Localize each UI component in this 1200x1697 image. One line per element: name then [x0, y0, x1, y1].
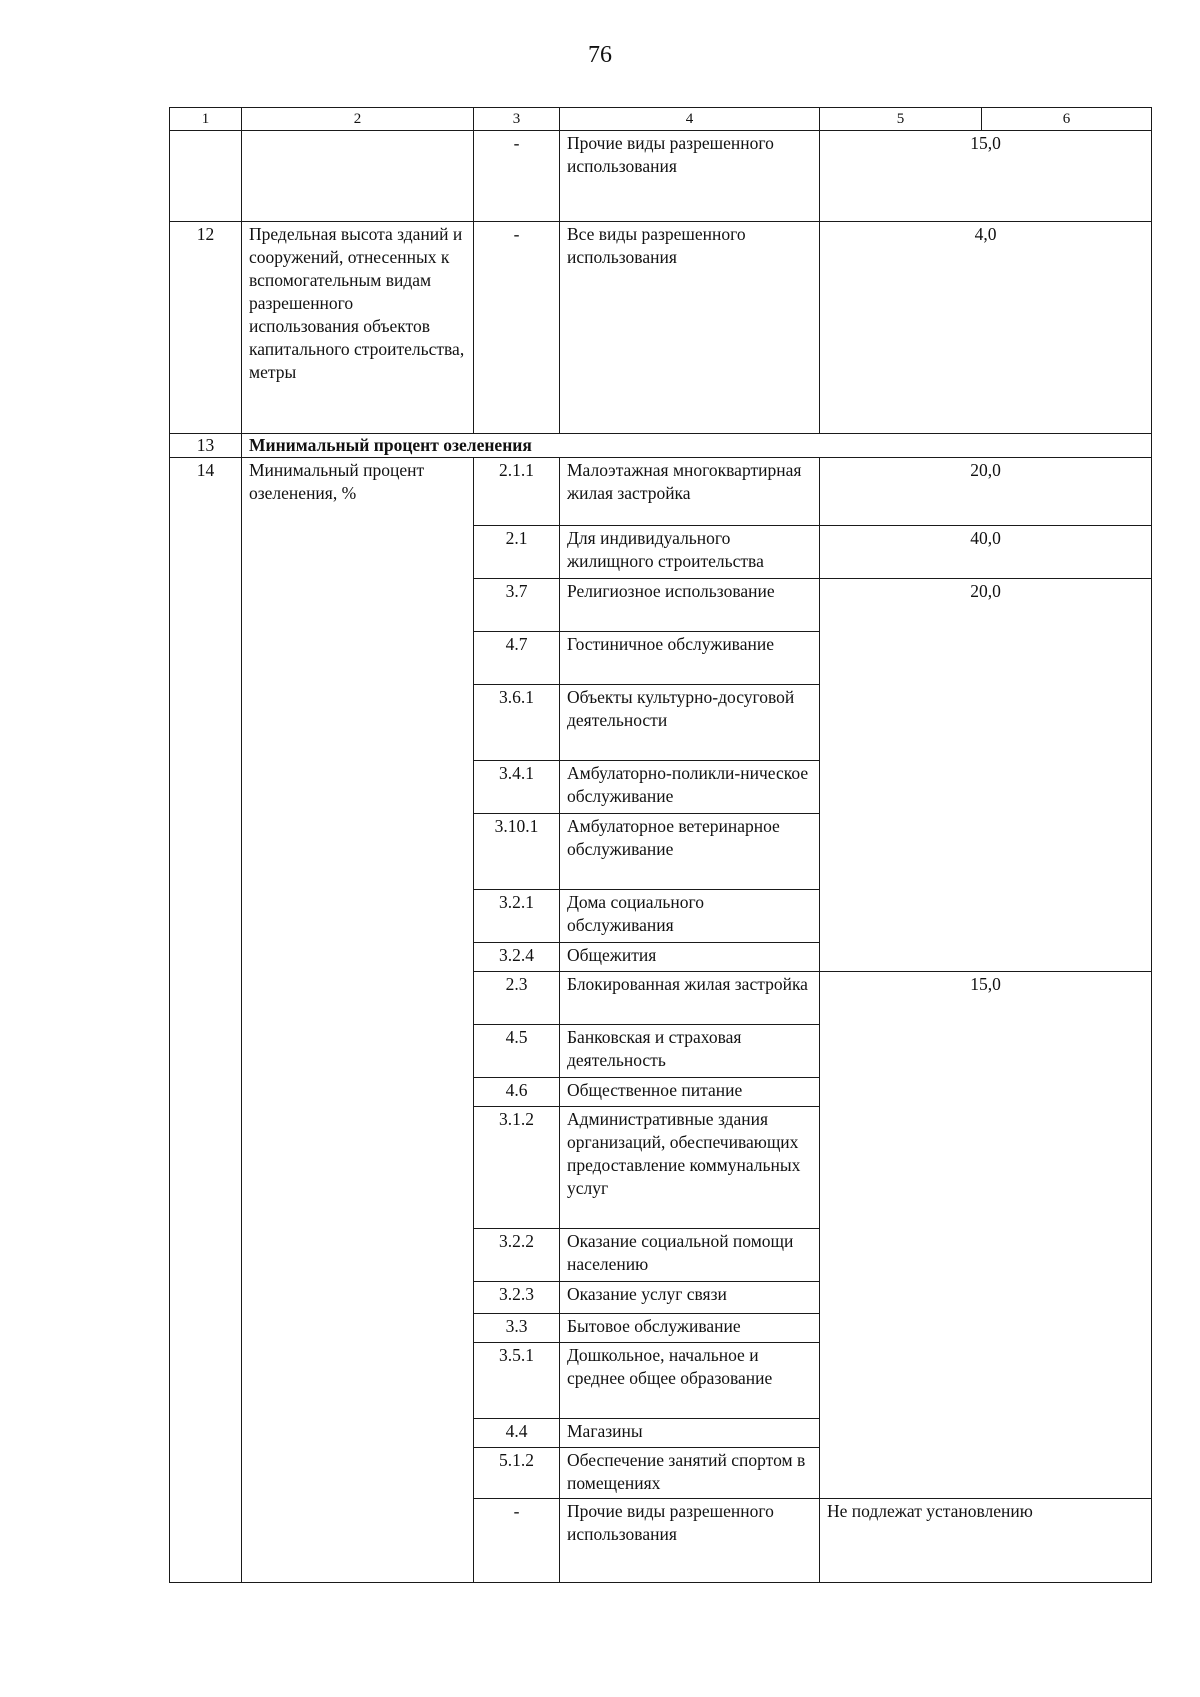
use-type: Бытовое обслуживание — [560, 1314, 820, 1343]
value-cell: 20,0 — [820, 458, 1152, 526]
use-type: Общественное питание — [560, 1078, 820, 1107]
section-row — [170, 434, 1152, 458]
parameter-name: Предельная высота зданий и сооружений, отнесенных к вспомогательным видам разрешенного использования объектов капитального строительства, метры — [242, 222, 474, 434]
parameter-cell — [242, 131, 474, 222]
value-cell: 15,0 — [820, 972, 1152, 1499]
use-code: 4.5 — [474, 1025, 560, 1078]
use-code: 3.7 — [474, 579, 560, 632]
use-type: Блокированная жилая застройка — [560, 972, 820, 1025]
use-code: 3.1.2 — [474, 1107, 560, 1229]
column-number: 6 — [982, 108, 1152, 131]
column-number: 3 — [474, 108, 560, 131]
column-number: 1 — [170, 108, 242, 131]
use-type: Амбулаторно-поликли-ническое обслуживание — [560, 761, 820, 814]
use-code: 3.3 — [474, 1314, 560, 1343]
use-code: 3.5.1 — [474, 1343, 560, 1419]
value-cell: 20,0 — [820, 579, 1152, 972]
use-type: Гостиничное обслуживание — [560, 632, 820, 685]
use-code: 3.2.4 — [474, 943, 560, 972]
use-code: 2.1.1 — [474, 458, 560, 526]
table-row — [170, 458, 1152, 526]
use-type: Дома социального обслуживания — [560, 890, 820, 943]
use-type: Прочие виды разрешенного использования — [560, 1499, 820, 1583]
use-code: 4.6 — [474, 1078, 560, 1107]
use-type: Религиозное использование — [560, 579, 820, 632]
use-code: 5.1.2 — [474, 1448, 560, 1499]
table-row — [170, 131, 1152, 222]
parameter-name: Минимальный процент озеленения, % — [242, 458, 474, 1583]
column-number: 2 — [242, 108, 474, 131]
column-number: 4 — [560, 108, 820, 131]
value-cell: 40,0 — [820, 526, 1152, 579]
use-code: 3.2.1 — [474, 890, 560, 943]
use-type: Дошкольное, начальное и среднее общее образование — [560, 1343, 820, 1419]
use-type: Малоэтажная многоквартирная жилая застройка — [560, 458, 820, 526]
value-cell: Не подлежат установлению — [820, 1499, 1152, 1583]
use-code: - — [474, 222, 560, 434]
use-type: Амбулаторное ветеринарное обслуживание — [560, 814, 820, 890]
use-code: 2.3 — [474, 972, 560, 1025]
table-row — [170, 222, 1152, 434]
row-number: 12 — [170, 222, 242, 434]
row-number-cell — [170, 131, 242, 222]
use-type: Оказание услуг связи — [560, 1282, 820, 1314]
regulations-table — [169, 107, 1152, 1583]
row-number: 14 — [170, 458, 242, 1583]
use-type: Оказание социальной помощи населению — [560, 1229, 820, 1282]
use-code: - — [474, 131, 560, 222]
use-type: Обеспечение занятий спортом в помещениях — [560, 1448, 820, 1499]
use-code: - — [474, 1499, 560, 1583]
column-number: 5 — [820, 108, 982, 131]
use-code: 2.1 — [474, 526, 560, 579]
use-type: Общежития — [560, 943, 820, 972]
value-cell: 4,0 — [820, 222, 1152, 434]
use-type: Объекты культурно-досуговой деятельности — [560, 685, 820, 761]
page-number: 76 — [588, 42, 612, 68]
column-number-row — [170, 108, 1152, 131]
use-code: 3.6.1 — [474, 685, 560, 761]
use-code: 4.7 — [474, 632, 560, 685]
use-code: 3.4.1 — [474, 761, 560, 814]
use-code: 3.2.2 — [474, 1229, 560, 1282]
row-number: 13 — [170, 434, 242, 458]
use-code: 3.10.1 — [474, 814, 560, 890]
use-type: Прочие виды разрешенного использования — [560, 131, 820, 222]
use-type: Все виды разрешенного использования — [560, 222, 820, 434]
use-type: Для индивидуального жилищного строительства — [560, 526, 820, 579]
use-type: Административные здания организаций, обеспечивающих предоставление коммунальных услуг — [560, 1107, 820, 1229]
value-cell: 15,0 — [820, 131, 1152, 222]
use-type: Магазины — [560, 1419, 820, 1448]
section-title: Минимальный процент озеленения — [242, 434, 1152, 458]
use-code: 4.4 — [474, 1419, 560, 1448]
use-type: Банковская и страховая деятельность — [560, 1025, 820, 1078]
use-code: 3.2.3 — [474, 1282, 560, 1314]
